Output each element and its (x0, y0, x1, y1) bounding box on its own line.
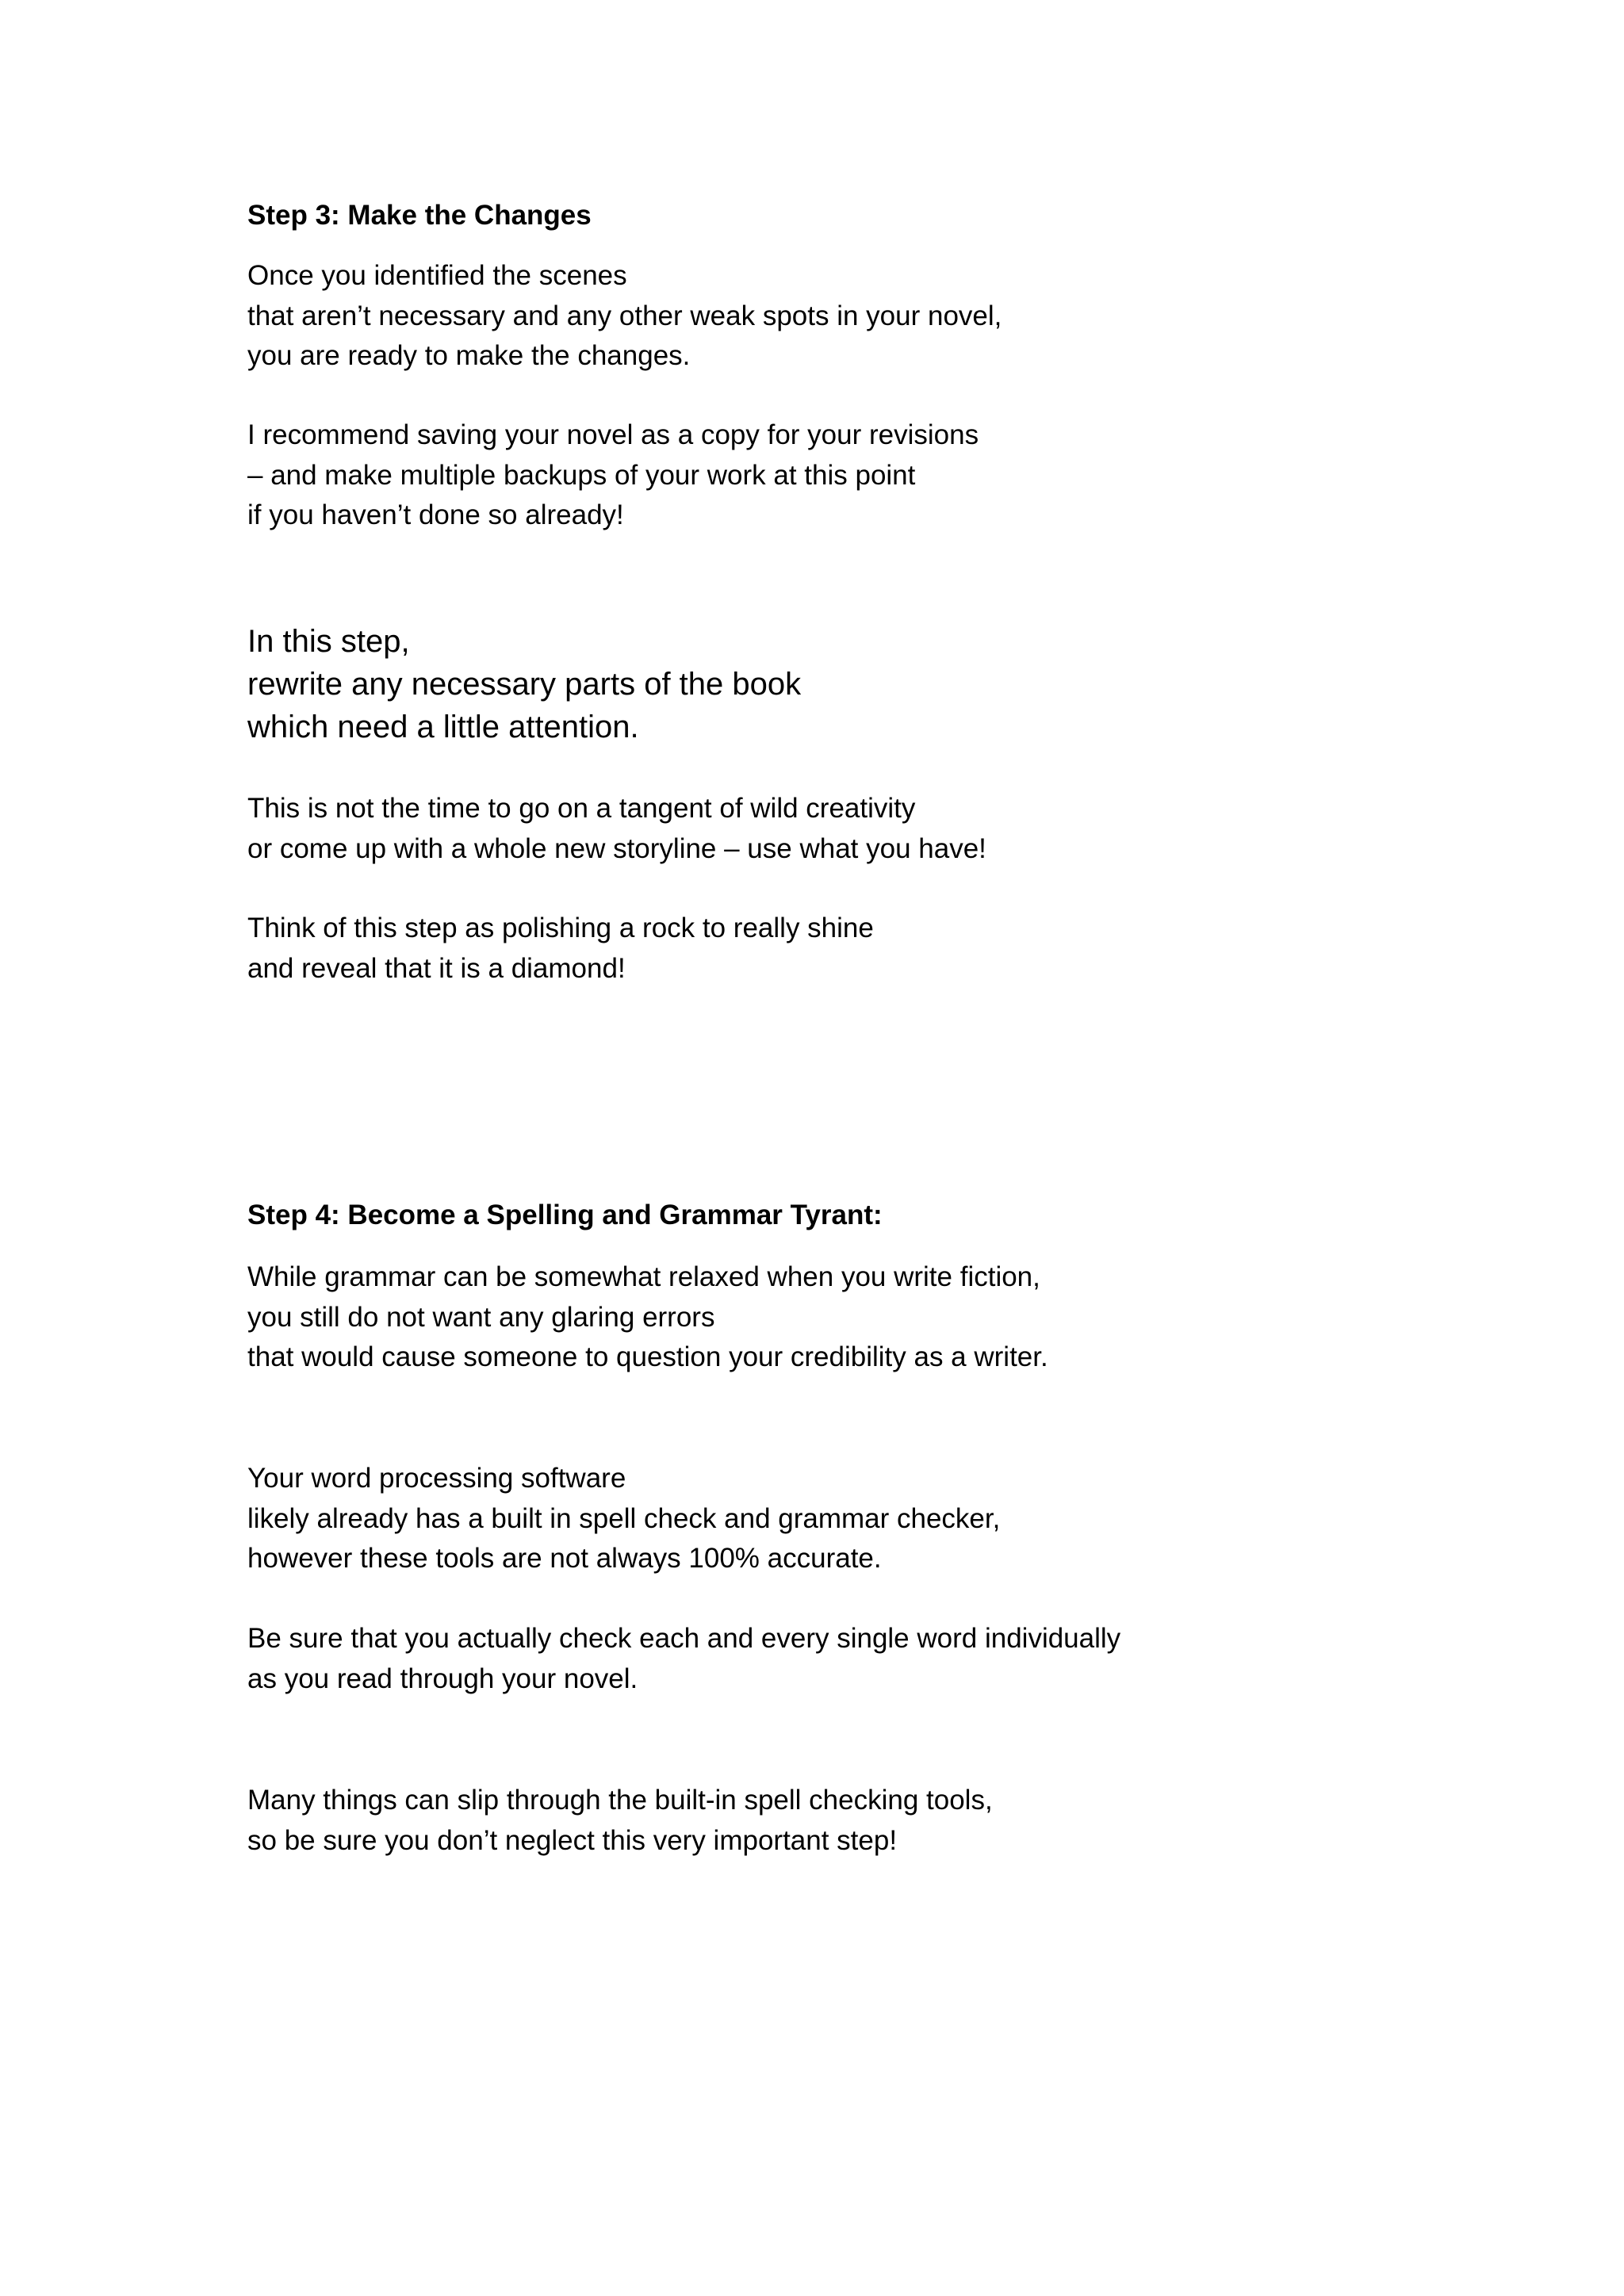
paragraph-line: you are ready to make the changes. (247, 340, 691, 371)
section4-paragraph-1 (247, 1257, 1437, 1378)
paragraph-line: Your word processing software (247, 1463, 626, 1494)
paragraph-line: likely already has a built in spell check and grammar checker, (247, 1502, 1001, 1534)
paragraph-line: This is not the time to go on a tangent of wild creativity (247, 793, 916, 824)
paragraph-line: Once you identified the scenes (247, 260, 627, 291)
paragraph-line: you still do not want any glaring errors (247, 1301, 715, 1333)
paragraph-line: Think of this step as polishing a rock to really shine (247, 913, 874, 943)
paragraph-line: as you read through your novel. (247, 1663, 638, 1694)
section3-paragraph-5 (247, 909, 1437, 989)
paragraph-line: Many things can slip through the built-in spell checking tools, (247, 1785, 993, 1816)
paragraph-line: if you haven’t done so already! (247, 499, 624, 530)
section3-paragraph-3 (247, 620, 1437, 748)
paragraph-line: I recommend saving your novel as a copy for your revisions (247, 419, 979, 450)
section4-paragraph-3 (247, 1619, 1437, 1699)
section4-paragraph-4 (247, 1781, 1437, 1861)
section4-paragraph-2 (247, 1459, 1437, 1579)
paragraph-line: In this step, (247, 624, 410, 659)
paragraph-line: so be sure you don’t neglect this very important step! (247, 1824, 898, 1856)
paragraph-line: that aren’t necessary and any other weak spots in your novel, (247, 300, 1002, 331)
section3-paragraph-4 (247, 789, 1437, 869)
section4-heading: Step 4: Become a Spelling and Grammar Tyrant: (247, 1200, 883, 1230)
section3-paragraph-2 (247, 415, 1437, 536)
section3-paragraph-1 (247, 256, 1437, 377)
paragraph-line: however these tools are not always 100% accurate. (247, 1543, 882, 1574)
paragraph-line: – and make multiple backups of your work at this point (247, 459, 916, 491)
paragraph-line: Be sure that you actually check each and every single word individually (247, 1623, 1121, 1654)
paragraph-line: and reveal that it is a diamond! (247, 952, 626, 984)
section3-heading: Step 3: Make the Changes (247, 200, 592, 231)
paragraph-line: rewrite any necessary parts of the book (247, 667, 802, 702)
paragraph-line: or come up with a whole new storyline – use what you have! (247, 832, 986, 864)
paragraph-line: that would cause someone to question your credibility as a writer. (247, 1341, 1048, 1372)
paragraph-line: While grammar can be somewhat relaxed when you write fiction, (247, 1261, 1040, 1292)
paragraph-line: which need a little attention. (247, 710, 639, 744)
